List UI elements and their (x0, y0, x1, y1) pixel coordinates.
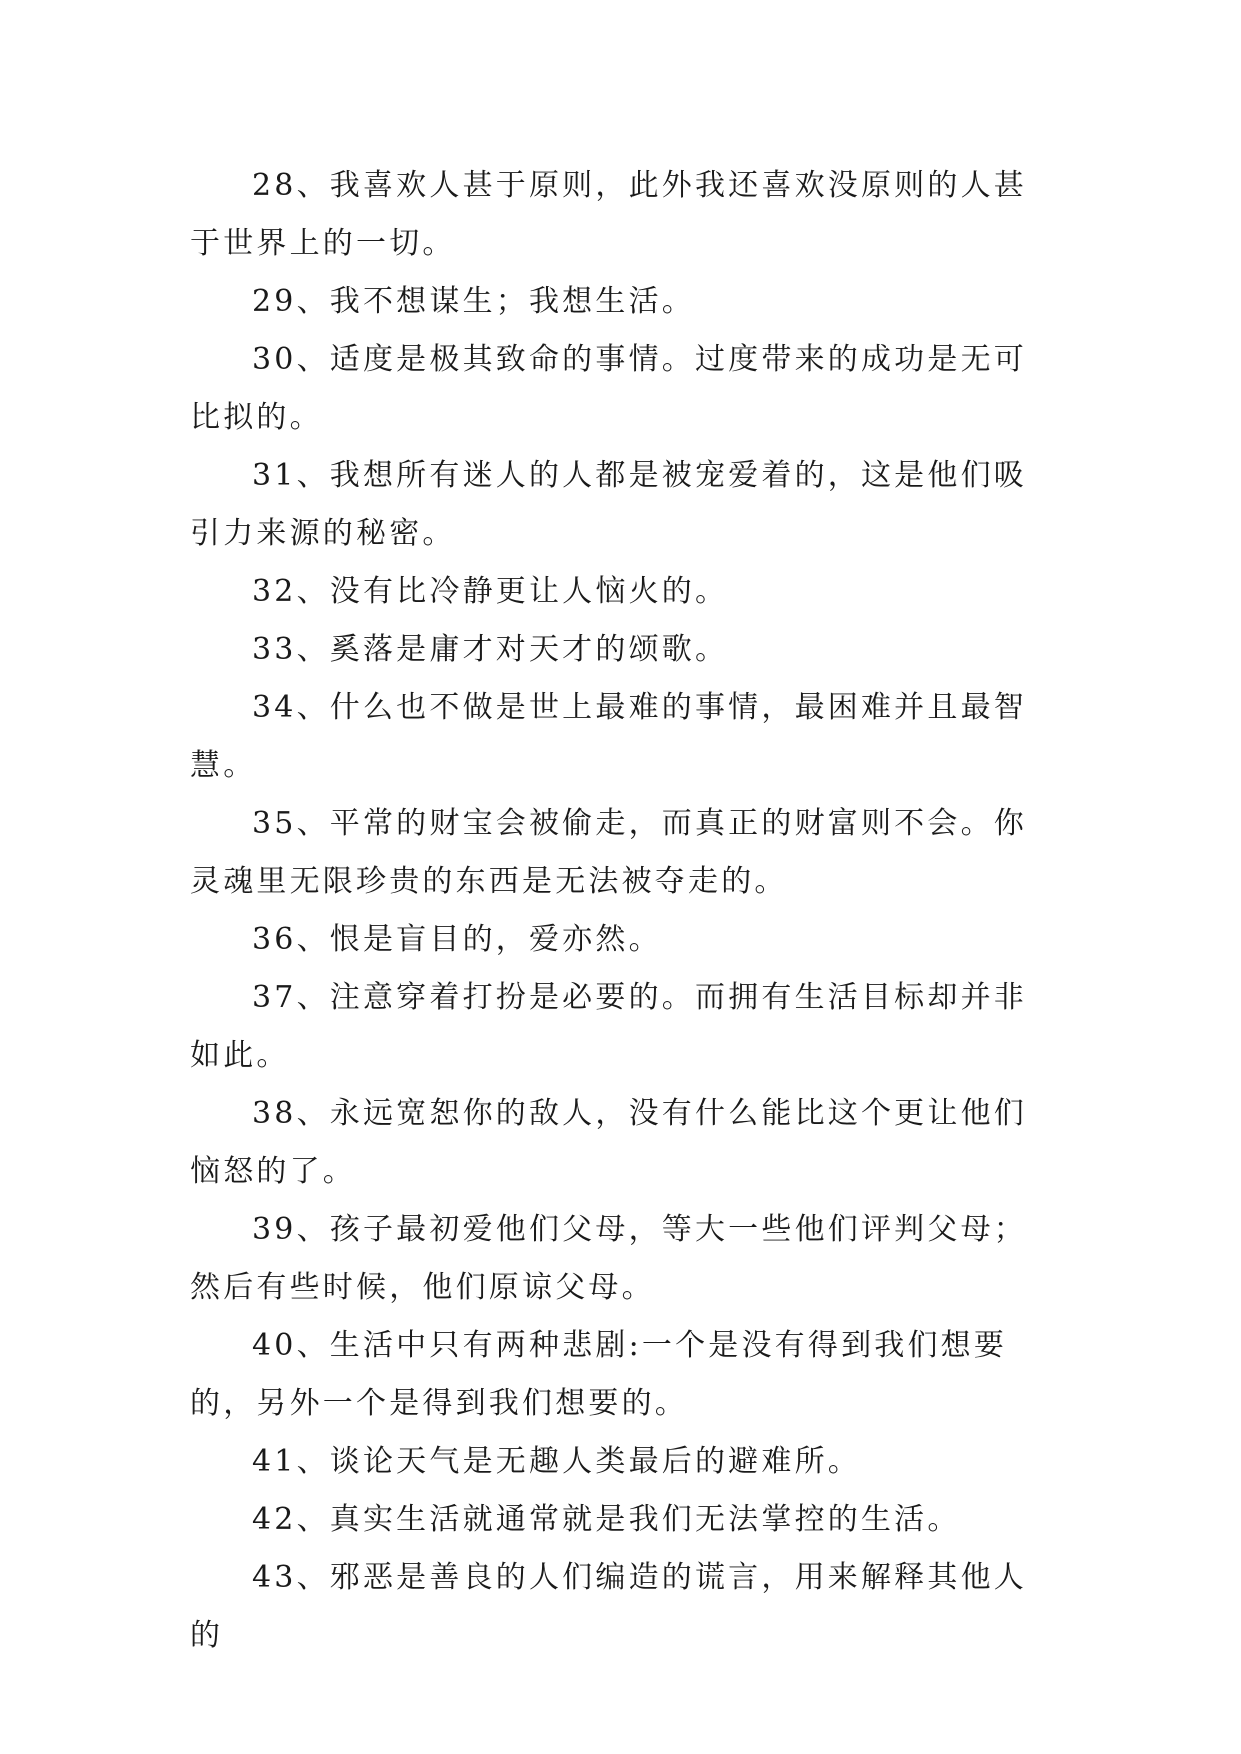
quote-paragraph: 31、我想所有迷人的人都是被宠爱着的，这是他们吸引力来源的秘密。 (190, 458, 1027, 551)
quote-paragraph: 32、没有比冷静更让人恼火的。 (252, 574, 729, 609)
quote-paragraph: 40、生活中只有两种悲剧:一个是没有得到我们想要的，另外一个是得到我们想要的。 (190, 1328, 1008, 1421)
quote-paragraph: 36、恨是盲目的，爱亦然。 (252, 922, 662, 957)
quote-paragraph: 41、谈论天气是无趣人类最后的避难所。 (252, 1444, 861, 1479)
quote-paragraph: 38、永远宽恕你的敌人，没有什么能比这个更让他们恼怒的了。 (190, 1096, 1027, 1189)
document-body (190, 157, 1052, 1665)
quote-paragraph: 34、什么也不做是世上最难的事情，最困难并且最智慧。 (190, 690, 1027, 783)
quote-paragraph: 42、真实生活就通常就是我们无法掌控的生活。 (252, 1502, 961, 1537)
quote-paragraph: 33、奚落是庸才对天才的颂歌。 (252, 632, 729, 667)
quote-paragraph: 43、邪恶是善良的人们编造的谎言，用来解释其他人的 (190, 1560, 1027, 1653)
quote-paragraph: 28、我喜欢人甚于原则，此外我还喜欢没原则的人甚于世界上的一切。 (190, 168, 1027, 261)
quote-paragraph: 29、我不想谋生；我想生活。 (252, 284, 695, 319)
quote-paragraph: 30、适度是极其致命的事情。过度带来的成功是无可比拟的。 (190, 342, 1027, 435)
quote-paragraph: 35、平常的财宝会被偷走，而真正的财富则不会。你灵魂里无限珍贵的东西是无法被夺走的。 (190, 806, 1027, 899)
quote-paragraph: 37、注意穿着打扮是必要的。而拥有生活目标却并非如此。 (190, 980, 1027, 1073)
quote-paragraph: 39、孩子最初爱他们父母，等大一些他们评判父母；然后有些时候，他们原谅父母。 (190, 1212, 1027, 1305)
